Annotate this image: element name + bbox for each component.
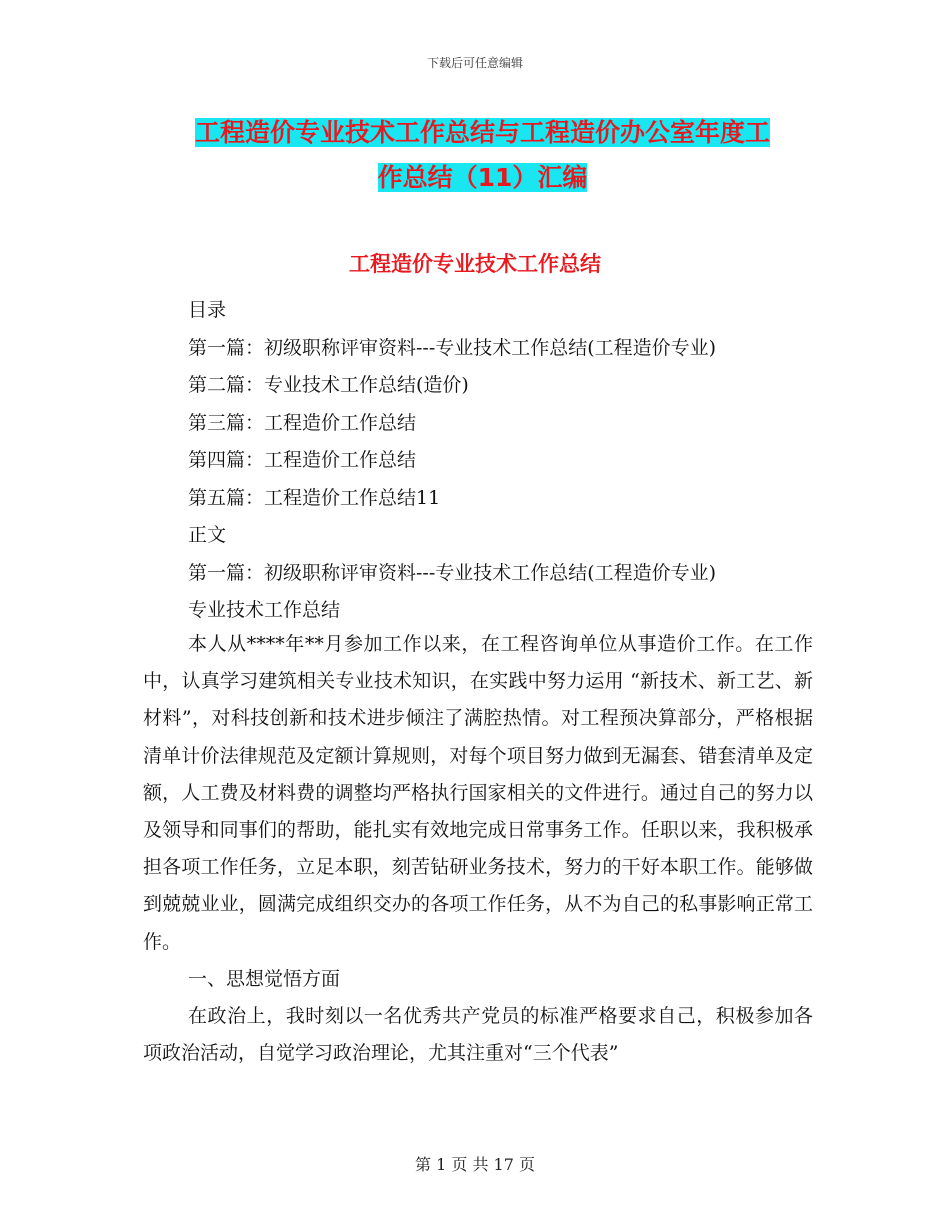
table-of-contents <box>188 292 828 630</box>
toc-item: 专业技术工作总结 <box>188 599 341 621</box>
toc-item: 第三篇：工程造价工作总结 <box>188 411 417 434</box>
toc-item: 正文 <box>188 524 227 546</box>
section-heading: 工程造价专业技术工作总结 <box>349 252 601 276</box>
document-title-line-1: 工程造价专业技术工作总结与工程造价办公室年度工 <box>194 118 770 147</box>
header-note: 下载后可任意编辑 <box>426 56 523 70</box>
toc-item: 目录 <box>188 299 227 321</box>
body-text <box>143 626 813 1072</box>
subsection-heading: 一、思想觉悟方面 <box>188 967 341 990</box>
page-footer: 第 1 页 共 17 页 <box>415 1155 535 1174</box>
toc-item: 第五篇：工程造价工作总结11 <box>188 486 441 509</box>
document-title <box>150 110 815 200</box>
toc-item: 第二篇：专业技术工作总结(造价) <box>188 374 469 396</box>
toc-item: 第四篇：工程造价工作总结 <box>188 449 417 471</box>
body-paragraph: 在政治上，我时刻以一名优秀共产党员的标准严格要求自己，积极参加各项政治活动，自觉学习政治理论，尤其注重对“三个代表” <box>143 1005 813 1065</box>
toc-item: 第一篇：初级职称评审资料---专业技术工作总结(工程造价专业) <box>188 561 717 584</box>
document-title-line-2: 作总结（11）汇编 <box>377 163 588 192</box>
toc-item: 第一篇：初级职称评审资料---专业技术工作总结(工程造价专业) <box>188 336 717 359</box>
body-paragraph: 本人从****年**月参加工作以来，在工程咨询单位从事造价工作。在工作中，认真学习建筑相关专业技术知识，在实践中努力运用 “新技术、新工艺、新材料”，对科技创新和技术进步倾注了满腔热情。对工程预决算部分，严格根据清单计价法律规范及定额计算规则，对每个项目努力做到无漏套、错套清单及定额，人工费及材料费的调整均严格执行国家相关的文件进行。通过自己的努力以及领导和同事们的帮助，能扎实有效地完成日常事务工作。任职以来，我积极承担各项工作任务，立足本职，刻苦钻研业务技术，努力的干好本职工作。能够做到兢兢业业，圆满完成组织交办的各项工作任务，从不为自己的私事影响正常工作。 <box>143 633 813 953</box>
